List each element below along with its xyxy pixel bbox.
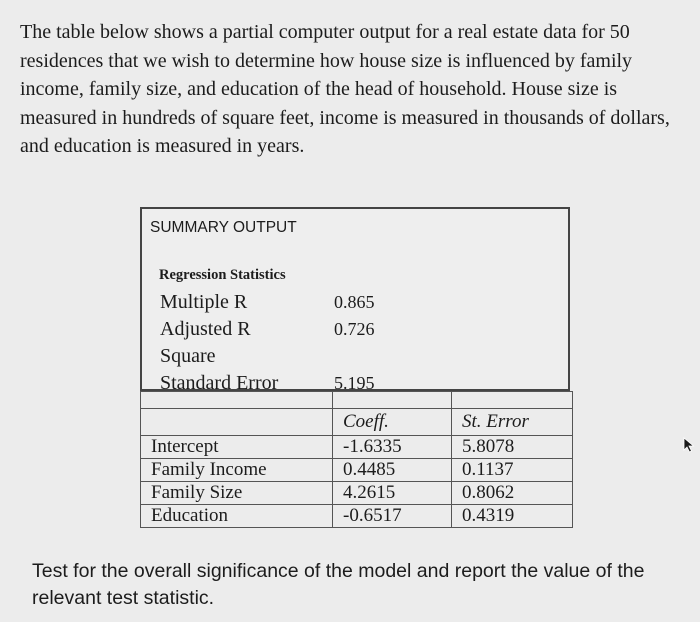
multiple-r-value: 0.865 (334, 292, 375, 312)
coeff-value: 4.2615 (333, 482, 452, 505)
coefficients-table (140, 391, 573, 528)
st-error-value: 0.1137 (452, 459, 573, 482)
table-row (141, 482, 573, 505)
coeff-header: Coeff. (333, 409, 452, 436)
blank-cell (141, 392, 333, 409)
table-row (141, 505, 573, 528)
coeff-value: -1.6335 (333, 436, 452, 459)
adjusted-r-label: Adjusted R (160, 318, 251, 340)
standard-error-label: Standard Error (160, 372, 279, 394)
blank-cell (452, 392, 573, 409)
header-empty-cell (141, 409, 333, 436)
summary-output-box (140, 207, 570, 394)
st-error-value: 5.8078 (452, 436, 573, 459)
adjusted-r-value: 0.726 (334, 319, 375, 339)
coeff-value: 0.4485 (333, 459, 452, 482)
row-label: Education (141, 505, 333, 528)
row-label: Family Income (141, 459, 333, 482)
adjusted-r-label-cont: Square (160, 345, 216, 367)
coeff-value: -0.6517 (333, 505, 452, 528)
table-row (141, 459, 573, 482)
st-error-value: 0.4319 (452, 505, 573, 528)
standard-error-value: 5.195 (334, 373, 375, 393)
multiple-r-label: Multiple R (160, 291, 248, 313)
summary-output-title: SUMMARY OUTPUT (150, 219, 297, 236)
blank-cell (333, 392, 452, 409)
st-error-value: 0.8062 (452, 482, 573, 505)
question-text: Test for the overall significance of the model and report the value of the relevant test statistic. (32, 560, 645, 609)
mouse-pointer-icon (683, 437, 695, 453)
st-error-header: St. Error (452, 409, 573, 436)
row-label: Family Size (141, 482, 333, 505)
table-row-blank (141, 392, 573, 409)
regression-statistics-title: Regression Statistics (159, 267, 286, 283)
problem-intro: The table below shows a partial computer output for a real estate data for 50 residences that we wish to determine how house size is influenced by family income, family size, and education of the head of household. House size is measured in hundreds of square feet, income is measured in thousands of dollars, and education is measured in years. (20, 21, 670, 157)
row-label: Intercept (141, 436, 333, 459)
table-header-row (141, 409, 573, 436)
table-row (141, 436, 573, 459)
